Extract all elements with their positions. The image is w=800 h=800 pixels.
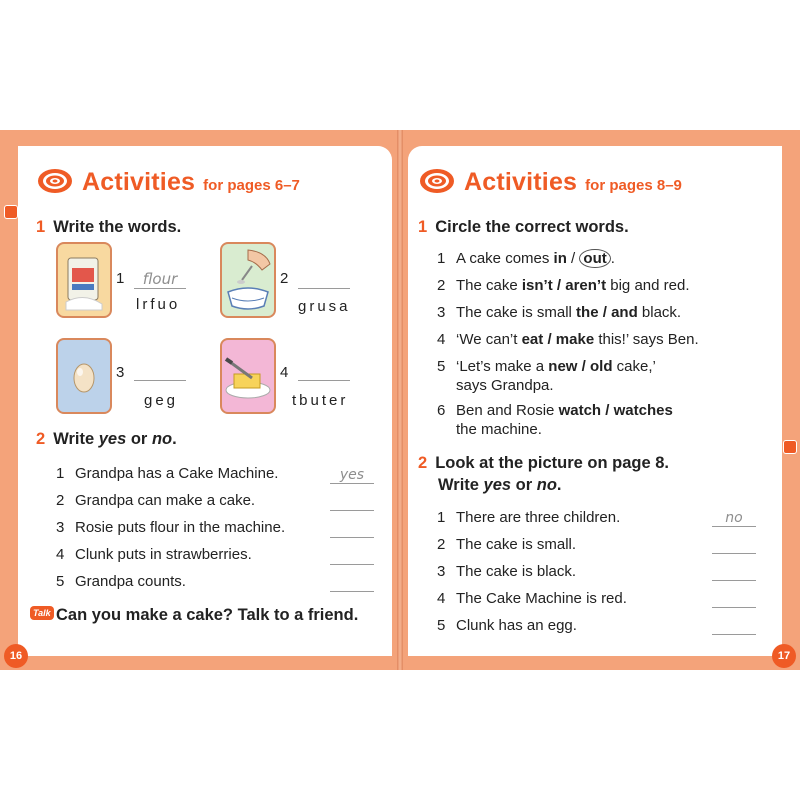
answer-line[interactable] — [712, 607, 756, 608]
option-separator: / — [601, 402, 614, 419]
word-item-number: 3 — [116, 364, 125, 381]
right-section1-title — [418, 218, 629, 237]
right-heading — [418, 162, 682, 197]
section-number: 2 — [36, 430, 46, 448]
flower-icon — [36, 167, 74, 195]
item-text: cake,’ — [612, 358, 656, 375]
option-2[interactable]: old — [589, 358, 613, 375]
word-answer-line[interactable] — [134, 380, 186, 381]
item-text: Rosie puts flour in the machine. — [75, 519, 286, 536]
right-edge-tab — [783, 440, 797, 454]
answer-line[interactable] — [330, 564, 374, 565]
answer-line[interactable] — [330, 537, 374, 538]
title-no: no — [151, 430, 173, 448]
item-number: 4 — [56, 546, 65, 563]
option-2[interactable]: and — [611, 304, 638, 321]
option-1[interactable]: eat — [521, 331, 544, 348]
scrambled-word: tbuter — [292, 392, 349, 409]
answer-line[interactable] — [712, 580, 756, 581]
talk-prompt: Can you make a cake? Talk to a friend. — [56, 606, 359, 624]
item-number: 4 — [437, 590, 446, 607]
section-title-text: Write the words. — [53, 218, 182, 236]
title-yes: yes — [98, 430, 127, 448]
title-text: Look at the picture on page 8. — [435, 454, 669, 472]
list-item — [437, 563, 576, 580]
title-text: or — [511, 476, 537, 494]
answer-line[interactable] — [330, 591, 374, 592]
answer-line[interactable] — [330, 483, 374, 484]
scrambled-word: grusa — [298, 298, 351, 315]
item-number: 3 — [437, 304, 446, 321]
option-separator: / — [552, 277, 566, 294]
list-item — [437, 358, 656, 375]
item-text: Grandpa counts. — [75, 573, 186, 590]
list-item — [56, 492, 255, 509]
list-item — [437, 250, 615, 267]
item-text: this!’ says Ben. — [594, 331, 699, 348]
item-number: 1 — [56, 465, 65, 482]
answer-line[interactable] — [712, 526, 756, 527]
answer-line[interactable] — [712, 634, 756, 635]
sugar-bowl-icon — [220, 242, 276, 318]
butter-icon — [220, 338, 276, 414]
option-2[interactable]: make — [555, 331, 595, 348]
word-answer-line[interactable] — [134, 288, 186, 289]
right-heading-main: Activities — [464, 168, 578, 196]
item-text: ‘We can’t — [456, 331, 522, 348]
item-text: The cake — [456, 277, 522, 294]
title-text: . — [172, 430, 177, 448]
item-number: 2 — [437, 536, 446, 553]
word-answer-line[interactable] — [298, 380, 350, 381]
option-2[interactable]: watches — [613, 402, 673, 419]
item-text: Grandpa can make a cake. — [75, 492, 256, 509]
option-1[interactable]: new — [548, 358, 578, 375]
list-item — [437, 590, 627, 607]
item-number: 3 — [437, 563, 446, 580]
answer-text: no — [725, 510, 743, 526]
list-item — [437, 617, 577, 634]
list-item-continuation: the machine. — [456, 421, 542, 438]
item-number: 5 — [437, 617, 446, 634]
list-item — [56, 573, 186, 590]
item-text: Clunk has an egg. — [456, 617, 577, 634]
title-text: Write — [53, 430, 99, 448]
item-text: Ben and Rosie — [456, 402, 559, 419]
option-2[interactable]: aren’t — [565, 277, 607, 294]
word-answer-line[interactable] — [298, 288, 350, 289]
left-heading-main: Activities — [82, 168, 196, 196]
item-text: The cake is black. — [456, 563, 577, 580]
scrambled-word: lrfuo — [136, 296, 181, 313]
left-section1-title — [36, 218, 181, 237]
list-item — [437, 509, 620, 526]
title-yes: yes — [483, 476, 512, 494]
list-item — [437, 536, 576, 553]
item-number: 2 — [437, 277, 446, 294]
word-item-number: 1 — [116, 270, 125, 287]
section-number: 1 — [36, 218, 46, 236]
option-2-circled[interactable]: out — [579, 249, 610, 268]
title-no: no — [536, 476, 557, 494]
section-number: 1 — [418, 218, 428, 236]
option-separator: / — [577, 358, 590, 375]
left-page — [9, 146, 392, 662]
item-number: 5 — [437, 358, 446, 375]
option-1[interactable]: isn’t — [521, 277, 553, 294]
left-edge-tab — [4, 205, 18, 219]
option-1[interactable]: the — [576, 304, 599, 321]
title-text: or — [126, 430, 152, 448]
flour-bag-icon — [56, 242, 112, 318]
word-item-number: 2 — [280, 270, 289, 287]
egg-icon — [56, 338, 112, 414]
answer-text: yes — [339, 467, 365, 483]
word-answer: flour — [142, 270, 178, 288]
item-text: The Cake Machine is red. — [456, 590, 627, 607]
left-heading — [36, 162, 300, 197]
section-number: 2 — [418, 454, 428, 472]
flower-icon — [418, 167, 456, 195]
item-text: ‘Let’s make a — [456, 358, 549, 375]
item-text: There are three children. — [456, 509, 621, 526]
item-text: . — [610, 250, 615, 267]
option-separator: / — [543, 331, 556, 348]
item-number: 6 — [437, 402, 446, 419]
right-section2-title — [418, 454, 669, 473]
list-item — [437, 402, 673, 419]
title-text: . — [556, 476, 562, 494]
item-text: big and red. — [606, 277, 690, 294]
title-text: Write — [438, 476, 484, 494]
page-number: 17 — [772, 644, 796, 668]
section-title-text: Circle the correct words. — [435, 218, 629, 236]
list-item-continuation: says Grandpa. — [456, 377, 554, 394]
item-number: 4 — [437, 331, 446, 348]
left-section2-title — [36, 430, 177, 449]
item-text: Clunk puts in strawberries. — [75, 546, 252, 563]
item-text: The cake is small. — [456, 536, 577, 553]
item-number: 1 — [437, 250, 446, 267]
option-separator: / — [598, 304, 612, 321]
item-number: 2 — [56, 492, 65, 509]
open-book — [0, 130, 800, 670]
option-1[interactable]: watch — [558, 402, 602, 419]
scrambled-word: geg — [144, 392, 179, 409]
talk-badge: Talk — [30, 606, 54, 620]
answer-line[interactable] — [330, 510, 374, 511]
item-number: 1 — [437, 509, 446, 526]
left-heading-sub: for pages 6–7 — [203, 177, 300, 194]
item-text: A cake comes — [456, 250, 554, 267]
item-text: black. — [637, 304, 682, 321]
right-heading-sub: for pages 8–9 — [585, 177, 682, 194]
option-1[interactable]: in — [553, 250, 567, 267]
list-item — [56, 465, 278, 482]
item-number: 3 — [56, 519, 65, 536]
list-item — [437, 331, 699, 348]
list-item — [56, 519, 285, 536]
word-item-number: 4 — [280, 364, 289, 381]
item-number: 5 — [56, 573, 65, 590]
answer-line[interactable] — [712, 553, 756, 554]
page-number: 16 — [4, 644, 28, 668]
list-item — [437, 304, 681, 321]
list-item — [437, 277, 690, 294]
list-item — [56, 546, 252, 563]
item-text: The cake is small — [456, 304, 577, 321]
right-section2-title-line2 — [438, 476, 562, 495]
option-separator: / — [566, 250, 580, 267]
item-text: Grandpa has a Cake Machine. — [75, 465, 279, 482]
right-page — [408, 146, 791, 662]
book-spine — [397, 130, 403, 670]
